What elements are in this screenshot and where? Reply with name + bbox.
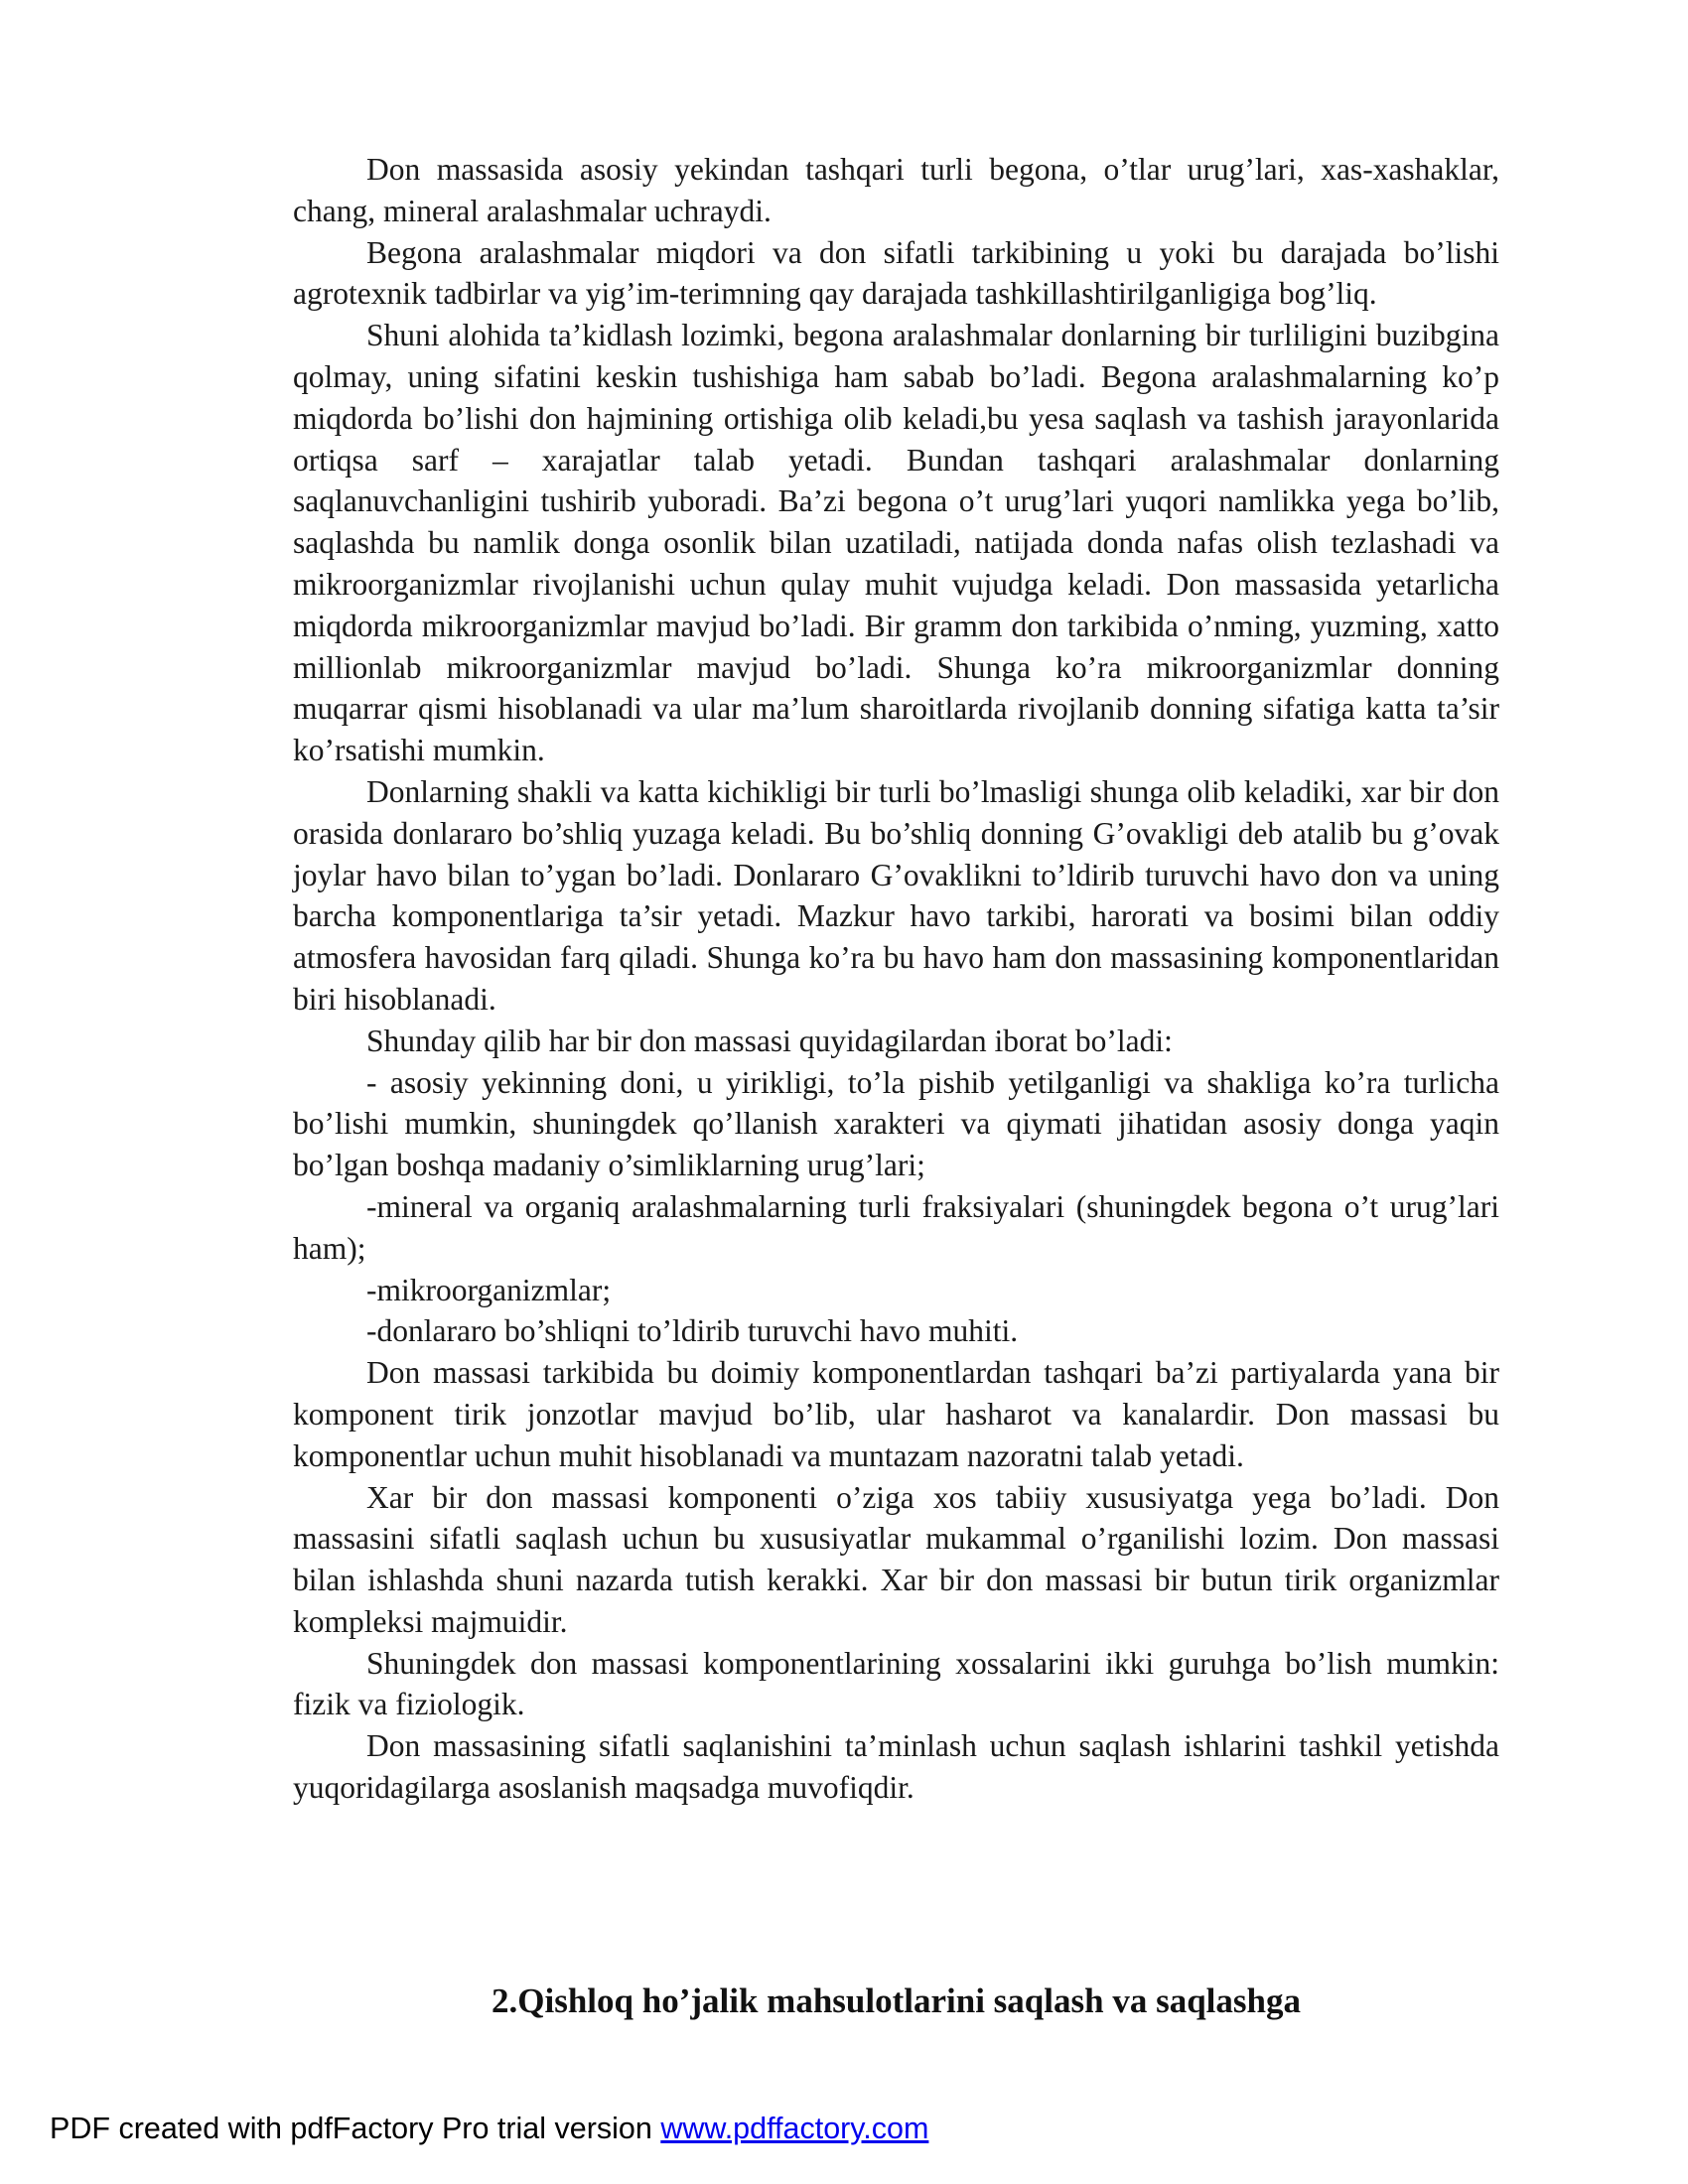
- paragraph: Donlarning shakli va katta kichikligi bir turli bo’lmasligi shunga olib keladiki, xar bir don orasida donlararo bo’shliq yuzaga keladi. Bu bo’shliq donning G’ovakligi deb atalib bu g’ovak joylar havo bilan to’ygan bo’ladi. Donlararo G’ovaklikni to’ldirib turuvchi havo don va uning barcha komponentlariga ta’sir yetadi. Mazkur havo tarkibi, harorati va bosimi bilan oddiy atmosfera havosidan farq qiladi. Shunga ko’ra bu havo ham don massasining komponentlaridan biri hisoblanadi.: [293, 773, 1499, 1017]
- list-item: -mikroorganizmlar;: [366, 1272, 612, 1307]
- paragraph: Shuni alohida ta’kidlash lozimki, begona aralashmalar donlarning bir turliligini buzibgina qolmay, uning sifatini keskin tushishiga ham sabab bo’ladi. Begona aralashmalarning ko’p miqdorda bo’lishi don hajmining ortishiga olib keladi,bu yesa saqlash va tashish jarayonlarida ortiqsa sarf – xarajatlar talab yetadi. Bundan tashqari aralashmalar donlarning saqlanuvchanligini tushirib yuboradi. Ba’zi begona o’t urug’lari yuqori namlikka yega bo’lib, saqlashda bu namlik donga osonlik bilan uzatiladi, natijada donda nafas olish tezlashadi va mikroorganizmlar rivojlanishi uchun qulay muhit vujudga keladi. Don massasida yetarlicha miqdorda mikroorganizmlar mavjud bo’ladi. Bir gramm don tarkibida o’nming, yuzming, xatto millionlab mikroorganizmlar mavjud bo’ladi. Shunga ko’ra mikroorganizmlar donning muqarrar qismi hisoblanadi va ular ma’lum sharoitlarda rivojlanib donning sifatiga katta ta’sir ko’rsatishi mumkin.: [293, 318, 1499, 768]
- list-item: -donlararo bo’shliqni to’ldirib turuvchi havo muhiti.: [366, 1313, 1019, 1349]
- paragraph: Xar bir don massasi komponenti o’ziga xos tabiiy xususiyatga yega bo’ladi. Don massasini sifatli saqlash uchun bu xususiyatlar mukammal o’rganilishi lozim. Don massasi bilan ishlashda shuni nazarda tutish kerakki. Xar bir don massasi bir butun tirik organizmlar kompleksi majmuidir.: [293, 1479, 1499, 1639]
- section-heading: 2.Qishloq ho’jalik mahsulotlarini saqlash va saqlashga: [492, 1981, 1301, 2020]
- paragraph: Don massasi tarkibida bu doimiy komponentlardan tashqari ba’zi partiyalarda yana bir komponent tirik jonzotlar mavjud bo’lib, ular hasharot va kanalardir. Don massasi bu komponentlar uchun muhit hisoblanadi va muntazam nazoratni talab yetadi.: [293, 1355, 1499, 1473]
- paragraph: Don massasida asosiy yekindan tashqari turli begona, o’tlar urug’lari, xas-xashaklar, chang, mineral aralashmalar uchraydi.: [293, 152, 1499, 228]
- document-body: [293, 149, 1499, 1809]
- pdf-footer: [50, 2109, 928, 2148]
- footer-text: PDF created with pdfFactory Pro trial version: [50, 2112, 661, 2145]
- paragraph: Don massasining sifatli saqlanishini ta’minlash uchun saqlash ishlarini tashkil yetishda yuqoridagilarga asoslanish maqsadga muvofiqdir.: [293, 1728, 1499, 1806]
- paragraph: Shunday qilib har bir don massasi quyidagilardan iborat bo’ladi:: [366, 1023, 1173, 1058]
- footer-link[interactable]: www.pdffactory.com: [660, 2112, 929, 2145]
- paragraph: Begona aralashmalar miqdori va don sifatli tarkibining u yoki bu darajada bo’lishi agrotexnik tadbirlar va yig’im-terimning qay darajada tashkillashtirilganligiga bog’liq.: [293, 234, 1499, 312]
- list-item: -mineral va organiq aralashmalarning turli fraksiyalari (shuningdek begona o’t urug’lari ham);: [293, 1188, 1499, 1266]
- list-item: - asosiy yekinning doni, u yirikligi, to’la pishib yetilganligi va shakliga ko’ra turlicha bo’lishi mumkin, shuningdek qo’llanish xarakteri va qiymati jihatidan asosiy donga yaqin bo’lgan boshqa madaniy o’simliklarning urug’lari;: [293, 1064, 1499, 1183]
- paragraph: Shuningdek don massasi komponentlarining xossalarini ikki guruhga bo’lish mumkin: fizik va fiziologik.: [293, 1645, 1499, 1722]
